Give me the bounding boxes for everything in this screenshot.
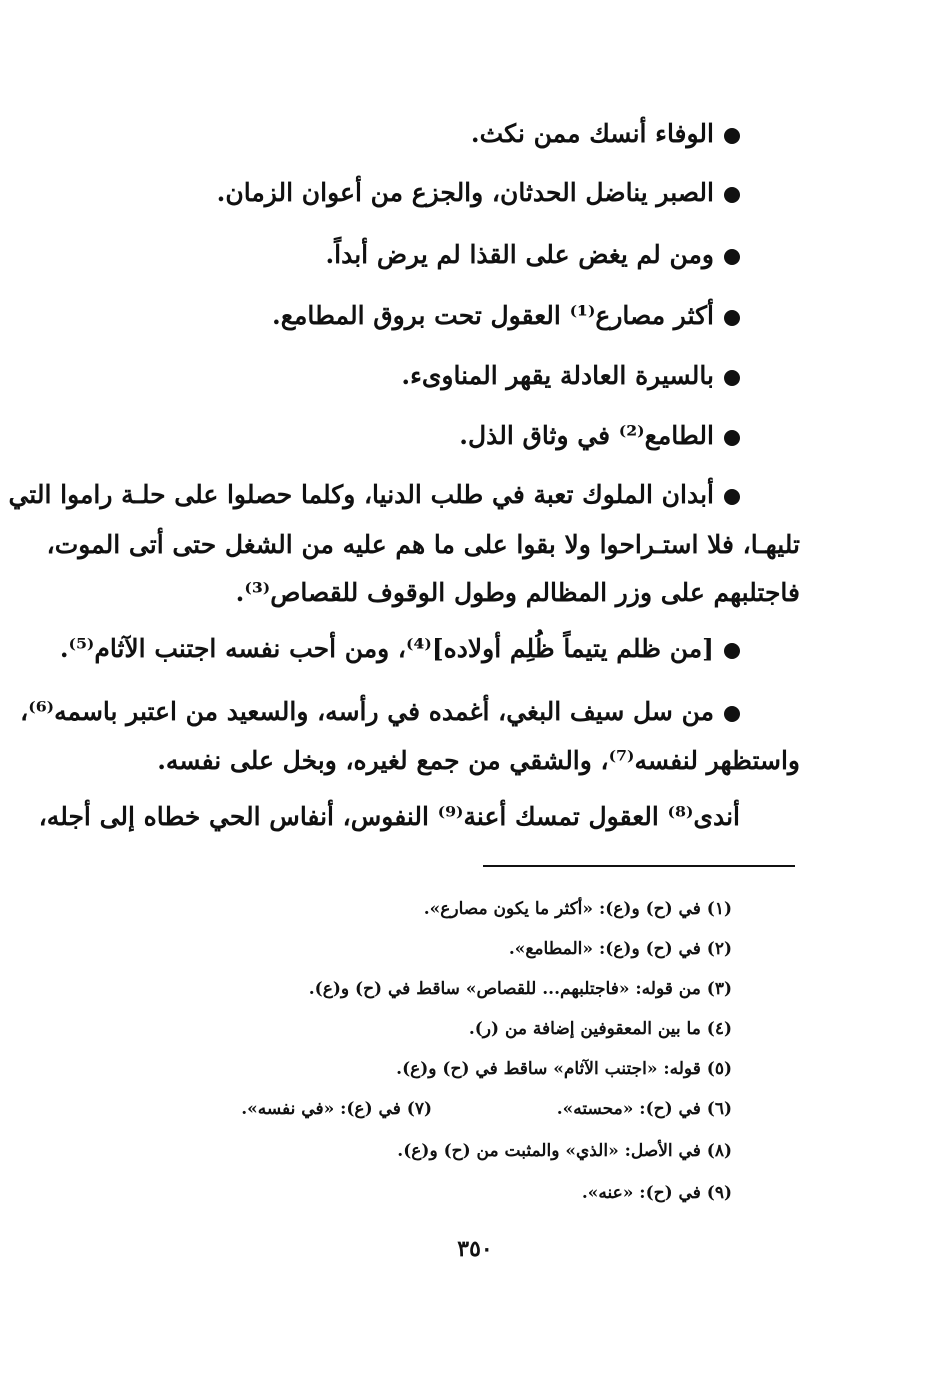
text-line	[401, 354, 740, 398]
bullet-icon	[724, 128, 740, 144]
line-text: الوفاء أنسك ممن نكث.	[470, 119, 714, 148]
text-line	[236, 571, 800, 615]
bullet-icon	[724, 643, 740, 659]
text-line	[459, 414, 740, 458]
footnote-separator	[483, 865, 795, 867]
bullet-icon	[724, 249, 740, 265]
line-text: أبدان الملوك تعبة في طلب الدنيا، وكلما حصلوا على حلـة راموا التي	[8, 480, 714, 509]
footnote: (١) في (ح) و(ع): «أكثر ما يكون مصارع».	[423, 899, 732, 919]
bullet-icon	[724, 187, 740, 203]
line-text: أندى⁽⁸⁾ العقول تمسك أعنة⁽⁹⁾ النفوس، أنفاس الحي خطاه إلى أجله،	[38, 802, 740, 831]
bullet-icon	[724, 430, 740, 446]
line-text: فاجتلبهم على وزر المظالم وطول الوقوف للقصاص⁽³⁾.	[235, 578, 800, 607]
line-text: من سل سيف البغي، أغمده في رأسه، والسعيد من اعتبر باسمه⁽⁶⁾،	[20, 697, 714, 726]
footnote: (٢) في (ح) و(ع): «المطامع».	[508, 939, 732, 959]
line-text: الطامع⁽²⁾ في وثاق الذل.	[459, 421, 714, 450]
bullet-icon	[724, 370, 740, 386]
text-line	[157, 739, 800, 783]
page-number: ٣٥٠	[457, 1236, 493, 1262]
footnote: (٧) في (ع): «في نفسه».	[241, 1099, 432, 1119]
footnote: (٥) قوله: «اجتنب الآثام» ساقط في (ح) و(ع).	[396, 1059, 732, 1079]
text-line	[325, 233, 740, 277]
footnote: (٩) في (ح): «عنه».	[581, 1183, 732, 1203]
text-line	[47, 523, 800, 567]
text-line	[39, 795, 740, 839]
text-line	[20, 690, 740, 734]
line-text: تليهـا، فلا استـراحوا ولا بقوا على ما هم عليه من الشغل حتى أتى الموت،	[46, 530, 800, 559]
line-text: واستظهر لنفسه⁽⁷⁾، والشقي من جمع لغيره، وبخل على نفسه.	[157, 746, 800, 775]
line-text: [من ظلم يتيماً ظُلِم أولاده]⁽⁴⁾، ومن أحب نفسه اجتنب الآثام⁽⁵⁾.	[59, 634, 714, 663]
line-text: ومن لم يغض على القذا لم يرض أبداً.	[325, 240, 714, 269]
text-line	[272, 294, 740, 338]
text-line	[471, 112, 740, 156]
footnote: (٣) من قوله: «فاجتلبهم... للقصاص» ساقط في (ح) و(ع).	[308, 979, 732, 999]
line-text: أكثر مصارع⁽¹⁾ العقول تحت بروق المطامع.	[272, 301, 714, 330]
text-line	[8, 473, 740, 517]
footnote: (٤) ما بين المعقوفين إضافة من (ر).	[468, 1019, 732, 1039]
text-line	[60, 627, 740, 671]
footnote: (٦) في (ح): «محسته».	[556, 1099, 732, 1119]
text-line	[217, 171, 740, 215]
line-text: بالسيرة العادلة يقهر المناوىء.	[401, 361, 714, 390]
footnote-row	[212, 1094, 732, 1124]
bullet-icon	[724, 310, 740, 326]
bullet-icon	[724, 706, 740, 722]
line-text: الصبر يناضل الحدثان، والجزع من أعوان الزمان.	[216, 178, 714, 207]
bullet-icon	[724, 489, 740, 505]
footnote: (٨) في الأصل: «الذي» والمثبت من (ح) و(ع).	[397, 1141, 732, 1161]
